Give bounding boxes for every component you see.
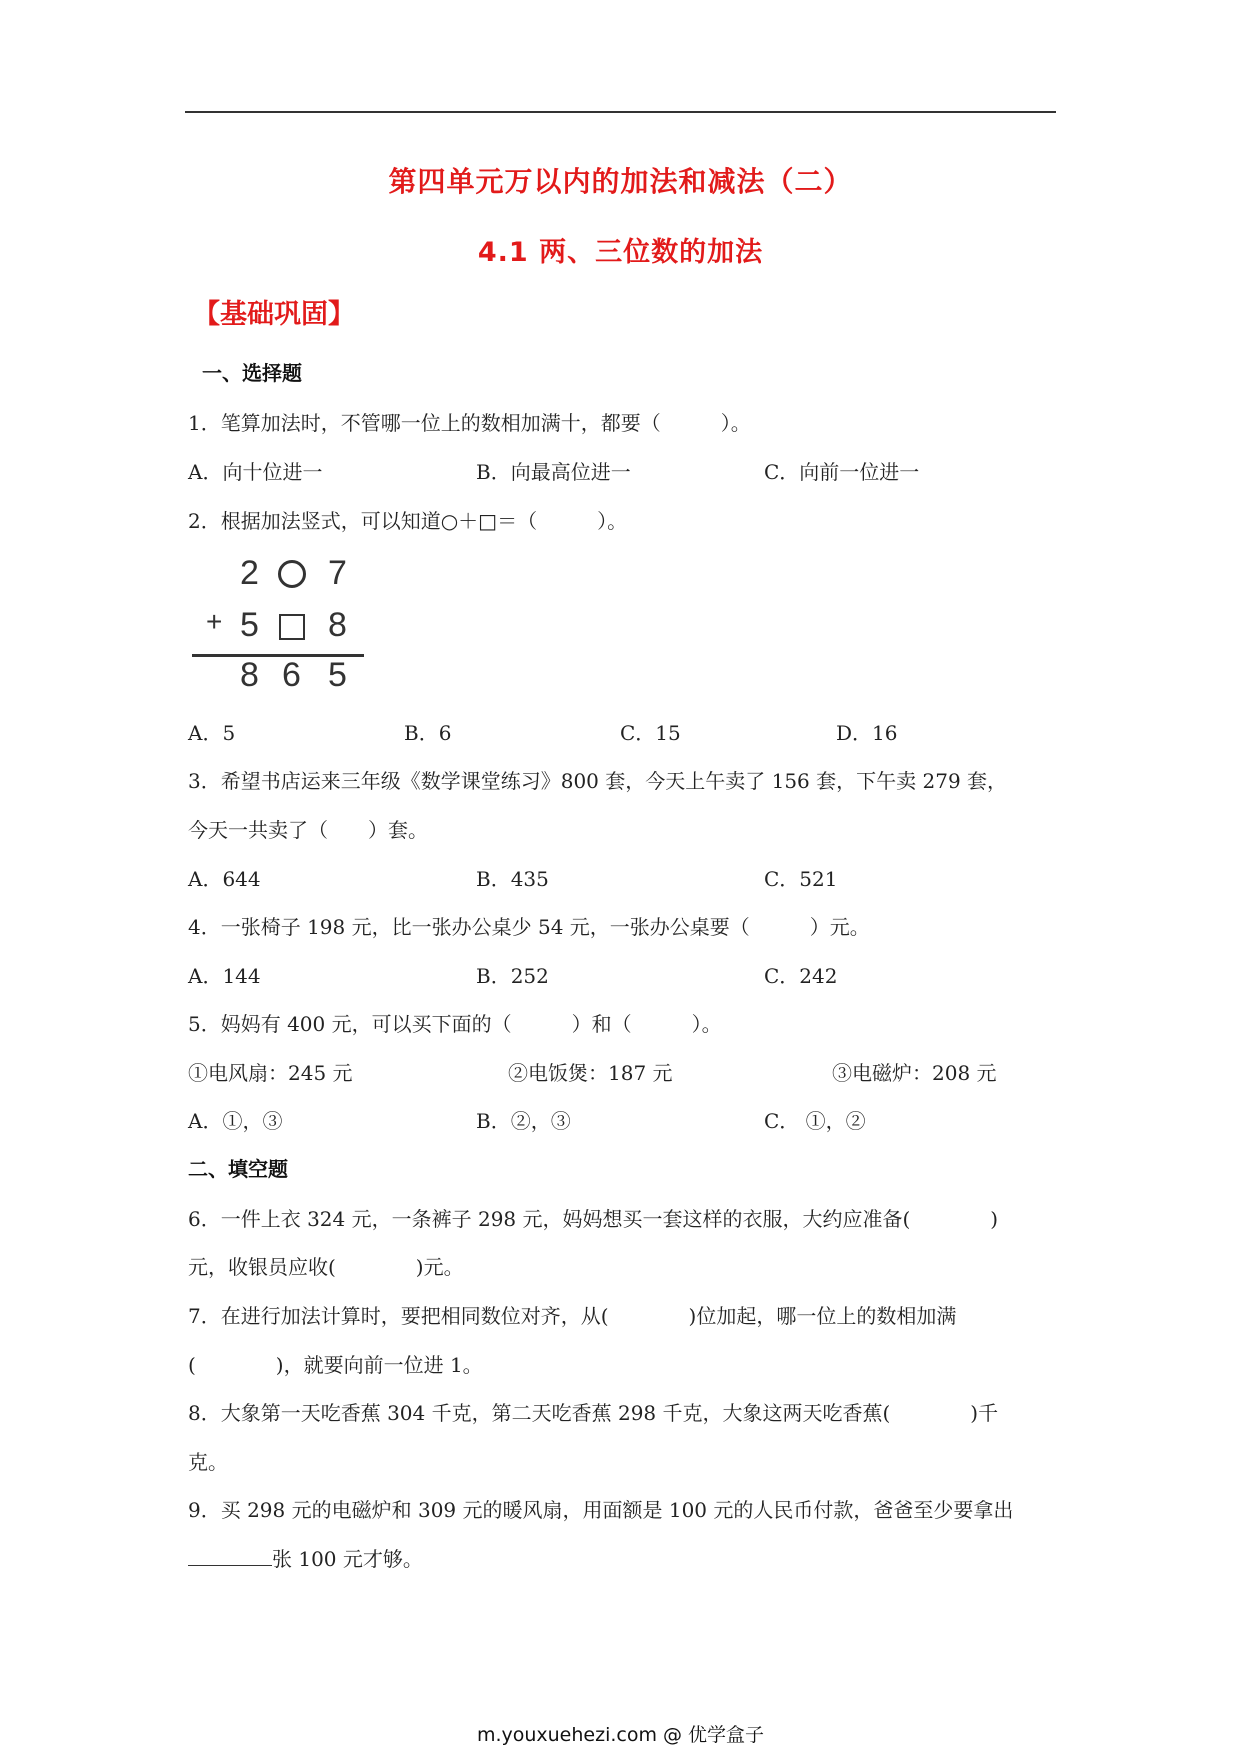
q9-line2 xyxy=(188,1543,423,1572)
q6-line1: 6．一件上衣 324 元，一条裤子 298 元，妈妈想买一套这样的衣服，大约应准备( ) xyxy=(188,1207,999,1231)
part-label: 【基础巩固】 xyxy=(193,299,355,330)
result-hundreds: 8 xyxy=(240,656,259,694)
header-rule xyxy=(185,111,1056,113)
circle-icon xyxy=(278,560,306,588)
digit-hundreds-1: 2 xyxy=(240,554,259,592)
q5-item-1: ①电风扇：245 元 xyxy=(188,1061,353,1085)
plus-sign: + xyxy=(206,606,223,637)
q2-option-a: A．5 xyxy=(188,721,236,745)
q8-line1: 8．大象第一天吃香蕉 304 千克，第二天吃香蕉 298 千克，大象这两天吃香蕉( )千 xyxy=(188,1401,999,1425)
q2-stem: 2．根据加法竖式，可以知道○＋□＝（ ）。 xyxy=(188,509,628,533)
q2-option-d: D．16 xyxy=(836,721,898,745)
vertical-addition xyxy=(190,548,366,696)
digit-ones-2: 8 xyxy=(328,606,347,644)
digit-hundreds-2: 5 xyxy=(240,606,259,644)
square-icon xyxy=(279,614,305,640)
q3-option-b: B．435 xyxy=(476,867,549,891)
q5-option-c: C． ①，② xyxy=(764,1109,866,1133)
q3-stem-line2: 今天一共卖了（ ）套。 xyxy=(188,818,428,842)
q5-option-a: A．①，③ xyxy=(188,1109,283,1133)
q3-stem-line1: 3．希望书店运来三年级《数学课堂练习》800 套，今天上午卖了 156 套，下午卖 279 套， xyxy=(188,769,1008,793)
q2-option-c: C．15 xyxy=(620,721,681,745)
q1-option-c: C．向前一位进一 xyxy=(764,460,920,484)
unit-title: 第四单元万以内的加法和减法（二） xyxy=(388,165,853,198)
q1-stem: 1．笔算加法时，不管哪一位上的数相加满十，都要（ ）。 xyxy=(188,411,751,435)
q7-line1: 7．在进行加法计算时，要把相同数位对齐，从( )位加起，哪一位上的数相加满 xyxy=(188,1304,957,1328)
q8-line2: 克。 xyxy=(188,1450,228,1474)
q4-stem: 4．一张椅子 198 元，比一张办公桌少 54 元，一张办公桌要（ ）元。 xyxy=(188,915,870,939)
q3-option-c: C．521 xyxy=(764,867,838,891)
q4-option-a: A．144 xyxy=(188,964,261,988)
q4-option-c: C．242 xyxy=(764,964,838,988)
q5-item-3: ③电磁炉：208 元 xyxy=(832,1061,997,1085)
q1-option-b: B．向最高位进一 xyxy=(476,460,631,484)
q5-item-2: ②电饭煲：187 元 xyxy=(508,1061,673,1085)
answer-underline[interactable] xyxy=(188,1547,272,1566)
result-tens: 6 xyxy=(282,656,301,694)
q6-line2: 元，收银员应收( )元。 xyxy=(188,1255,464,1279)
q5-option-b: B．②，③ xyxy=(476,1109,571,1133)
digit-ones-1: 7 xyxy=(328,554,347,592)
q2-option-b: B．6 xyxy=(404,721,452,745)
q9-line2-text: 张 100 元才够。 xyxy=(272,1547,423,1571)
lesson-title: 4.1 两、三位数的加法 xyxy=(477,237,764,268)
q7-line2: ( )，就要向前一位进 1。 xyxy=(188,1353,483,1377)
section-fill-title: 二、填空题 xyxy=(188,1157,288,1181)
result-ones: 5 xyxy=(328,656,347,694)
section-choice-title: 一、选择题 xyxy=(202,361,302,385)
q1-option-a: A．向十位进一 xyxy=(188,460,323,484)
q9-line1: 9．买 298 元的电磁炉和 309 元的暖风扇，用面额是 100 元的人民币付款，爸爸至少要拿出 xyxy=(188,1498,1014,1522)
q3-option-a: A．644 xyxy=(188,867,261,891)
q4-option-b: B．252 xyxy=(476,964,549,988)
footer-watermark: m.youxuehezi.com @ 优学盒子 xyxy=(476,1724,765,1746)
q5-stem: 5．妈妈有 400 元，可以买下面的（ ）和（ ）。 xyxy=(188,1012,722,1036)
